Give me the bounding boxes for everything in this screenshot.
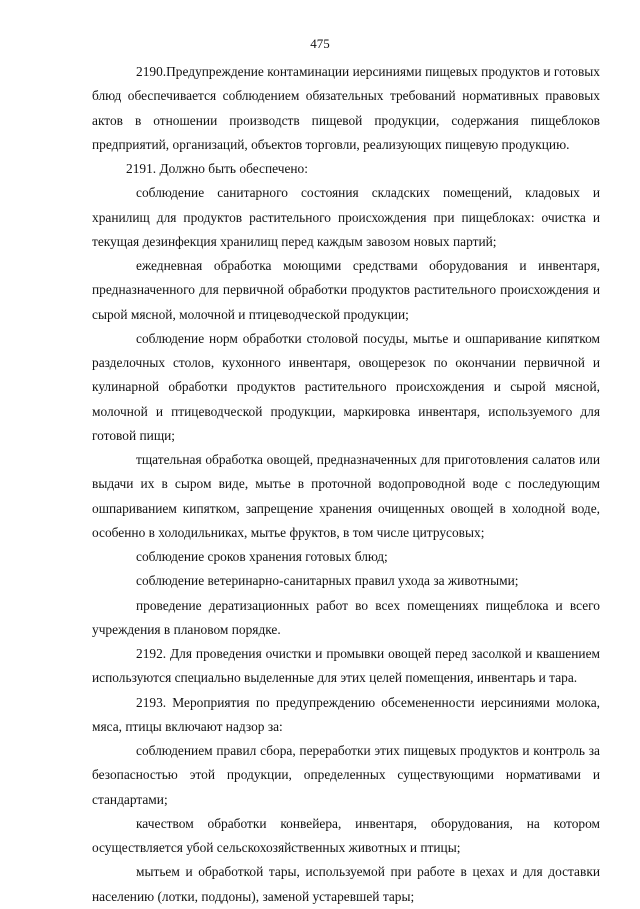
paragraph-collection-rules: соблюдением правил сбора, переработки этих пищевых продуктов и контроль за безопасностью этой продукции, определенных существующими нормативами и стандартами; — [92, 743, 600, 807]
page-number: 475 — [310, 36, 330, 51]
paragraph-veterinary-rules: соблюдение ветеринарно-санитарных правил ухода за животными; — [136, 573, 519, 589]
paragraph-2190: 2190.Предупреждение контаминации иерсиниями пищевых продуктов и готовых блюд обеспечивается соблюдением обязательных требований нормативных правовых актов в отношении производств пищевой продукции, содержания пищеблоков предприятий, организаций, объектов торговли, реализующих пищевую продукцию. — [92, 64, 600, 152]
paragraph-storage-sanitation: соблюдение санитарного состояния складских помещений, кладовых и хранилищ для продуктов растительного происхождения при пищеблоках: очистка и текущая дезинфекция хранилищ перед каждым завозом новых партий; — [92, 185, 600, 249]
paragraph-2193: 2193. Мероприятия по предупреждению обсемененности иерсиниями молока, мяса, птицы включают надзор за: — [92, 694, 600, 734]
document-body — [92, 60, 600, 909]
paragraph-container-washing: мытьем и обработкой тары, используемой при работе в цехах и для доставки населению (лотки, поддоны), заменой устаревшей тары; — [92, 864, 600, 904]
paragraph-2192: 2192. Для проведения очистки и промывки овощей перед засолкой и квашением используются специально выделенные для этих целей помещения, инвентарь и тара. — [92, 646, 600, 686]
paragraph-daily-cleaning: ежедневная обработка моющими средствами оборудования и инвентаря, предназначенного для первичной обработки продуктов растительного происхождения и сырой мясной, молочной и птицеводческой продукции; — [92, 258, 600, 322]
paragraph-2191: 2191. Должно быть обеспечено: — [126, 161, 308, 176]
paragraph-conveyor-processing: качеством обработки конвейера, инвентаря, оборудования, на котором осуществляется убой сельскохозяйственных животных и птицы; — [92, 815, 600, 855]
paragraph-storage-terms: соблюдение сроков хранения готовых блюд; — [136, 549, 388, 564]
paragraph-deratization: проведение дератизационных работ во всех помещениях пищеблока и всего учреждения в плановом порядке. — [92, 597, 600, 637]
paragraph-vegetable-processing: тщательная обработка овощей, предназначенных для приготовления салатов или выдачи их в сыром виде, мытье в проточной водопроводной воде с последующим ошпариванием кипятком, запрещение хранения очищенных овощей в холодной воде, особенно в холодильниках, мытье фруктов, в том числе цитрусовых; — [92, 452, 600, 540]
paragraph-dish-processing: соблюдение норм обработки столовой посуды, мытье и ошпаривание кипятком разделочных столов, кухонного инвентаря, овощерезок по окончании первичной и кулинарной обработки продуктов растительного происхождения и сырой мясной, молочной и птицеводческой продукции, маркировка инвентаря, используемого для готовой пищи; — [92, 330, 600, 443]
